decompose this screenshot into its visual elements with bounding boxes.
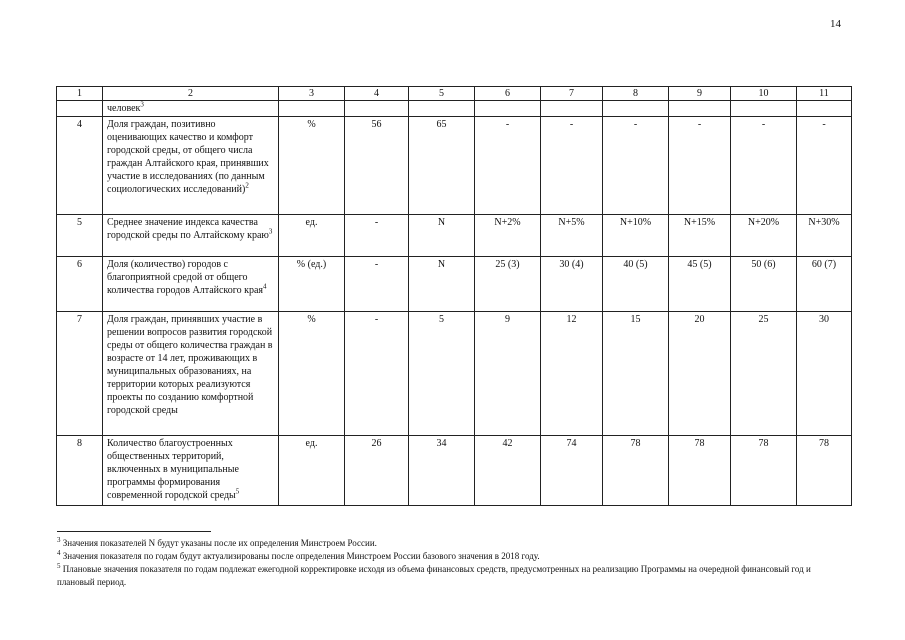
value-cell: 50 (6) <box>731 257 797 312</box>
value-cell: 34 <box>409 436 475 506</box>
header-cell: 11 <box>797 87 852 101</box>
indicator-name: Количество благоустроенных общественных территорий, включенных в муниципальные программы формирования современной городской среды$^5$ <box>103 436 279 506</box>
table-row <box>57 257 852 312</box>
value-cell: N+5% <box>541 215 603 257</box>
value-cell: 74 <box>541 436 603 506</box>
row-number: 7 <box>57 312 103 436</box>
value-cell: 65 <box>409 117 475 215</box>
header-cell: 5 <box>409 87 475 101</box>
header-row <box>57 87 852 101</box>
value-cell: - <box>345 257 409 312</box>
header-cell: 4 <box>345 87 409 101</box>
value-cell: N+20% <box>731 215 797 257</box>
value-cell: N+30% <box>797 215 852 257</box>
table-row <box>57 436 852 506</box>
value-cell: - <box>345 215 409 257</box>
row-number: 4 <box>57 117 103 215</box>
indicator-name: Доля граждан, позитивно оценивающих качество и комфорт городской среды, от общего числа граждан Алтайского края, принявших участие в исследованиях (по данным социологических исследований)$^2$ <box>103 117 279 215</box>
value-cell: 78 <box>797 436 852 506</box>
header-cell: 7 <box>541 87 603 101</box>
value-cell: 78 <box>731 436 797 506</box>
value-cell: N <box>409 215 475 257</box>
value-cell: - <box>797 117 852 215</box>
value-cell: 42 <box>475 436 541 506</box>
value-cell: 25 (3) <box>475 257 541 312</box>
value-cell: - <box>345 312 409 436</box>
header-cell: 9 <box>669 87 731 101</box>
value-cell: N+10% <box>603 215 669 257</box>
table-row <box>57 312 852 436</box>
row-number: 5 <box>57 215 103 257</box>
value-cell: - <box>541 117 603 215</box>
unit-cell: % <box>279 312 345 436</box>
table-row <box>57 117 852 215</box>
footnotes <box>57 537 847 589</box>
header-cell: 8 <box>603 87 669 101</box>
value-cell: 20 <box>669 312 731 436</box>
indicator-name: Доля граждан, принявших участие в решении вопросов развития городской среды от общего количества граждан в возрасте от 14 лет, проживающих в муниципальных образованиях, на территории которых реализуются проекты по созданию комфортной городской среды <box>103 312 279 436</box>
indicator-name: человек$^3$ <box>103 101 279 117</box>
value-cell: 12 <box>541 312 603 436</box>
indicator-name: Среднее значение индекса качества городской среды по Алтайскому краю$^3$ <box>103 215 279 257</box>
page-number: 14 <box>830 18 841 30</box>
value-cell: N+15% <box>669 215 731 257</box>
footnote: $^5$ Плановые значения показателя по годам подлежат ежегодной корректировке исходя из объема финансовых средств, предусмотренных на реализацию Программы на очередной финансовый год и плановый период. <box>57 562 811 588</box>
unit-cell: ед. <box>279 436 345 506</box>
row-number: 6 <box>57 257 103 312</box>
header-cell: 6 <box>475 87 541 101</box>
value-cell: 5 <box>409 312 475 436</box>
header-cell: 10 <box>731 87 797 101</box>
header-cell: 1 <box>57 87 103 101</box>
footnote: $^4$ Значения показателя по годам будут актуализированы после определения Минстроем России базового значения в 2018 году. <box>57 549 540 562</box>
footnote-divider <box>57 531 211 532</box>
continuation-row <box>57 101 852 117</box>
indicator-name: Доля (количество) городов с благоприятной средой от общего количества городов Алтайского края$^4$ <box>103 257 279 312</box>
value-cell: 25 <box>731 312 797 436</box>
value-cell: 45 (5) <box>669 257 731 312</box>
footnote: $^3$ Значения показателей N будут указаны после их определения Минстроем России. <box>57 536 377 548</box>
unit-cell: ед. <box>279 215 345 257</box>
value-cell: 40 (5) <box>603 257 669 312</box>
unit-cell: % <box>279 117 345 215</box>
row-number: 8 <box>57 436 103 506</box>
value-cell: N+2% <box>475 215 541 257</box>
value-cell: 15 <box>603 312 669 436</box>
value-cell: 30 <box>797 312 852 436</box>
value-cell: - <box>731 117 797 215</box>
header-cell: 2 <box>103 87 279 101</box>
table-row <box>57 215 852 257</box>
indicators-table <box>56 86 852 506</box>
value-cell: - <box>603 117 669 215</box>
value-cell: 30 (4) <box>541 257 603 312</box>
value-cell: 78 <box>603 436 669 506</box>
value-cell: - <box>475 117 541 215</box>
value-cell: 26 <box>345 436 409 506</box>
value-cell: 9 <box>475 312 541 436</box>
value-cell: - <box>669 117 731 215</box>
value-cell: 60 (7) <box>797 257 852 312</box>
value-cell: 56 <box>345 117 409 215</box>
value-cell: 78 <box>669 436 731 506</box>
value-cell: N <box>409 257 475 312</box>
unit-cell: % (ед.) <box>279 257 345 312</box>
header-cell: 3 <box>279 87 345 101</box>
